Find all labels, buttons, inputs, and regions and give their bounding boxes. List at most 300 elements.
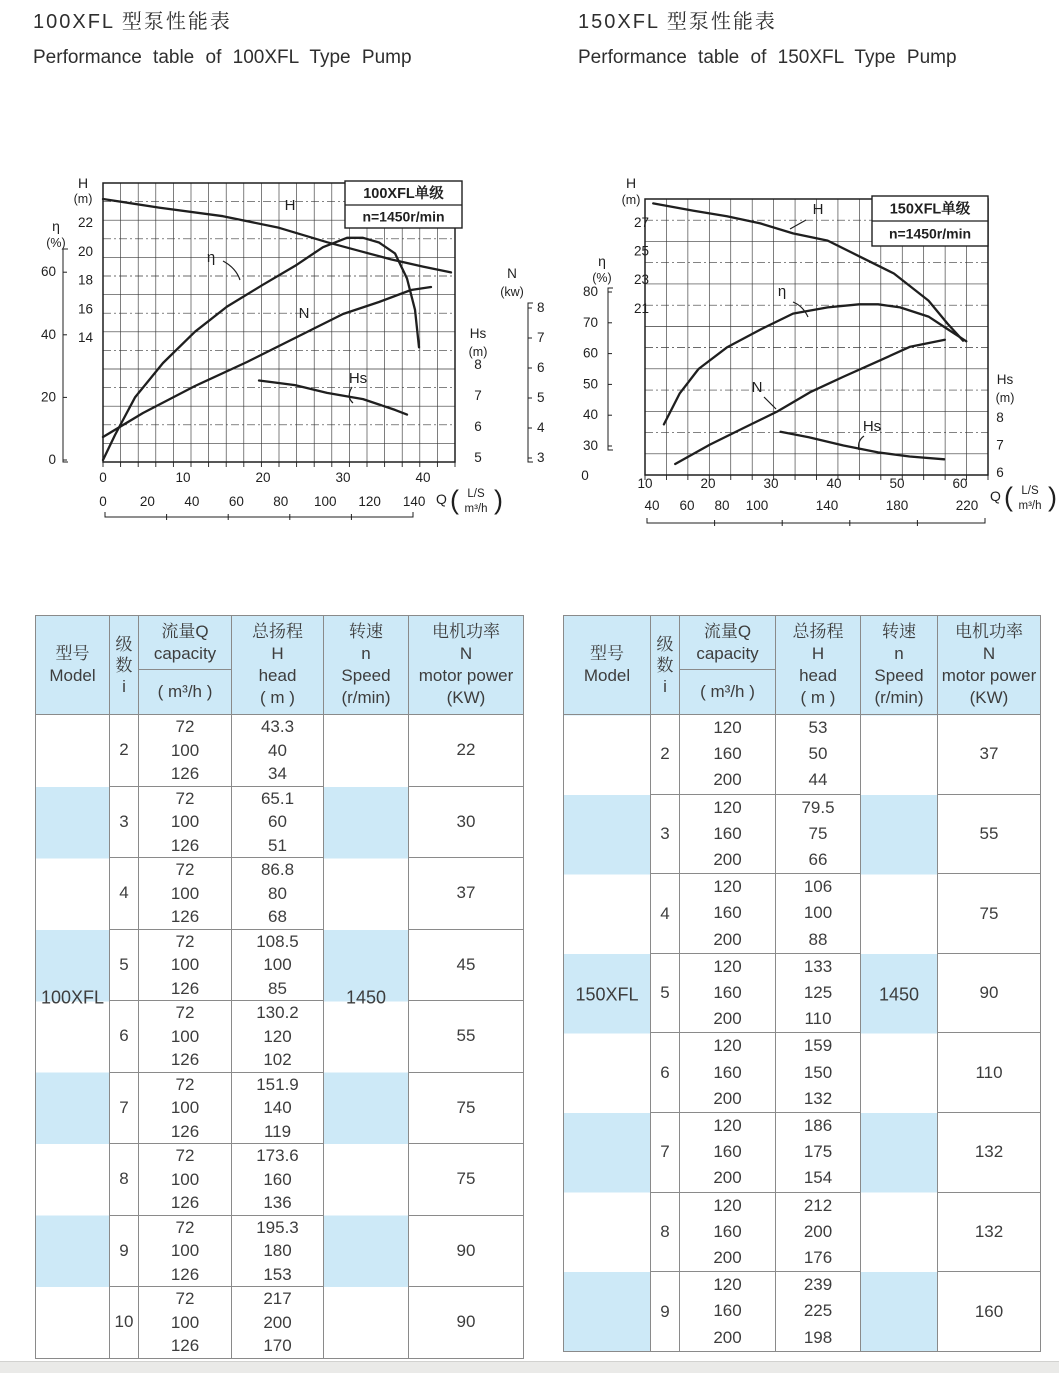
header-capacity-unit: ( m³/h ) <box>157 682 213 701</box>
flow-value: 160 <box>713 1301 742 1321</box>
header-speed-line: (r/min) <box>341 688 391 707</box>
paren-open: ( <box>1004 482 1013 512</box>
capacity-cell <box>139 1144 232 1216</box>
h-axis-name: H <box>77 175 89 191</box>
flow-value: 160 <box>713 1221 742 1241</box>
head-cell <box>232 786 324 858</box>
eta-tick: 0 <box>48 452 56 467</box>
header-capacity-cn: 流量Q <box>703 621 752 641</box>
power-cell: 110 <box>938 1033 1041 1113</box>
stage-row <box>564 715 1041 795</box>
n-axis-bracket <box>528 303 533 462</box>
header-capacity-top <box>139 616 231 670</box>
head-value: 225 <box>803 1301 833 1321</box>
head-value: 119 <box>263 1121 292 1141</box>
q-symbol: Q <box>990 488 1001 504</box>
capacity-cell <box>139 1072 232 1144</box>
flow-value: 126 <box>170 978 200 998</box>
x-tick-ls: 10 <box>637 476 653 491</box>
flow-value: 100 <box>170 1312 200 1332</box>
curve-n_frac <box>675 340 945 464</box>
header-stage-cn: 级 <box>656 634 674 654</box>
x-axis-ticks <box>103 462 455 467</box>
head-cell <box>232 1287 324 1359</box>
flow-value: 126 <box>170 1121 200 1141</box>
capacity-cell <box>680 874 776 954</box>
x-range-bracket <box>647 518 985 526</box>
eta-axis-name: η <box>52 218 60 234</box>
x-tick-ls: 10 <box>175 470 191 485</box>
flow-value: 160 <box>713 1142 742 1162</box>
hs-tick: 5 <box>474 450 482 465</box>
h-tick: 18 <box>77 272 93 288</box>
chart-title-model: 150XFL单级 <box>889 201 971 218</box>
curve-label-h: H <box>812 201 824 218</box>
eta-tick: 40 <box>582 407 598 423</box>
label-pointer <box>764 397 776 409</box>
speed-cell <box>861 715 938 1352</box>
head-value: 100 <box>263 955 292 974</box>
hs-tick: 6 <box>474 419 482 434</box>
power-cell: 75 <box>409 1144 524 1216</box>
head-value: 176 <box>803 1248 833 1268</box>
header-power <box>938 616 1041 715</box>
power-cell: 22 <box>409 715 524 787</box>
header-speed <box>324 616 409 715</box>
n-axis-name: N <box>507 266 517 281</box>
header-model-en: Model <box>49 666 96 685</box>
page-bottom-strip <box>0 1361 1059 1373</box>
power-cell: 37 <box>409 858 524 930</box>
pump-table-150xfl <box>563 615 1041 1352</box>
power-cell: 90 <box>409 1215 524 1287</box>
n-tick: 6 <box>537 360 545 375</box>
x-tick-m3h: 180 <box>885 498 909 513</box>
hs-tick: 7 <box>474 388 482 403</box>
head-cell <box>776 1033 861 1113</box>
header-stage-cn: 数 <box>656 655 674 675</box>
power-cell: 55 <box>938 794 1041 874</box>
head-cell <box>232 1072 324 1144</box>
head-cell <box>776 953 861 1033</box>
x-tick-m3h: 40 <box>184 494 200 509</box>
x-tick-ls: 20 <box>255 470 271 485</box>
head-value: 200 <box>803 1221 833 1241</box>
chart-title-speed: n=1450r/min <box>888 225 972 242</box>
header-stage-cn: 数 <box>115 655 133 675</box>
x-tick-ls: 30 <box>335 470 351 485</box>
capacity-cell <box>139 858 232 930</box>
curve-label-n: N <box>298 305 310 322</box>
h-axis-unit: (m) <box>621 193 641 207</box>
head-value: 200 <box>263 1312 292 1332</box>
flow-value: 126 <box>170 1050 200 1069</box>
header-capacity-cn: 流量Q <box>161 621 209 641</box>
head-value: 125 <box>803 983 833 1003</box>
hs-axis-name: Hs <box>996 372 1014 387</box>
header-head-line: ( m ) <box>260 688 295 707</box>
flow-value: 72 <box>175 1146 195 1165</box>
header-power-line: 电机功率 <box>432 622 500 641</box>
power-cell: 90 <box>409 1287 524 1359</box>
flow-value: 120 <box>713 1195 742 1215</box>
x-tick-m3h: 60 <box>228 494 244 509</box>
head-value: 85 <box>268 978 287 998</box>
flow-value: 120 <box>713 1275 742 1295</box>
header-speed-line: 转速 <box>882 622 916 641</box>
header-head-line: H <box>271 644 284 663</box>
header-model-cn: 型号 <box>590 644 624 663</box>
x-tick-m3h: 0 <box>99 494 107 509</box>
head-value: 86.8 <box>260 860 295 879</box>
n-tick: 4 <box>537 420 545 435</box>
head-value: 159 <box>803 1036 833 1056</box>
hs-tick: 8 <box>474 357 482 372</box>
head-value: 75 <box>808 823 828 843</box>
header-stage-en: i <box>663 676 667 696</box>
flow-value: 120 <box>713 1036 742 1056</box>
capacity-cell <box>680 1192 776 1272</box>
header-power-line: N <box>982 644 996 663</box>
eta-tick: 30 <box>582 438 598 453</box>
stage-cell: 4 <box>651 874 680 954</box>
head-value: 100 <box>803 903 833 923</box>
capacity-cell <box>139 1215 232 1287</box>
capacity-cell <box>680 715 776 795</box>
chart-title-model: 100XFL单级 <box>363 186 444 202</box>
h-tick: 21 <box>633 300 649 316</box>
hs-tick: 6 <box>996 465 1004 480</box>
unit-m3h: m³/h <box>464 503 488 515</box>
flow-value: 100 <box>170 883 200 903</box>
eta-axis-unit: (%) <box>46 236 66 250</box>
power-cell: 90 <box>938 953 1041 1033</box>
power-cell: 132 <box>938 1113 1041 1193</box>
power-cell: 132 <box>938 1192 1041 1272</box>
header-power-line: motor power <box>941 666 1037 685</box>
head-cell <box>776 715 861 795</box>
head-cell <box>232 929 324 1001</box>
header-head-line: 总扬程 <box>252 622 303 641</box>
head-value: 102 <box>263 1050 292 1069</box>
page-title-100xfl-cn: 100XFL 型泵性能表 <box>33 11 232 33</box>
head-value: 106 <box>803 877 833 897</box>
flow-value: 72 <box>175 1003 195 1022</box>
x-tick-ls: 30 <box>763 476 779 491</box>
flow-value: 120 <box>713 956 742 976</box>
chart-title-speed: n=1450r/min <box>362 208 445 225</box>
hs-axis-unit: (m) <box>995 391 1015 405</box>
chart-title-box <box>345 181 462 228</box>
curve-hs <box>781 432 945 460</box>
flow-value: 72 <box>175 931 195 951</box>
stage-cell: 9 <box>651 1272 680 1352</box>
header-model-en: Model <box>583 666 631 685</box>
flow-value: 72 <box>175 860 195 879</box>
head-cell <box>232 1144 324 1216</box>
flow-value: 72 <box>175 1289 195 1308</box>
eta-tick: 60 <box>582 345 598 361</box>
stage-cell: 8 <box>110 1144 139 1216</box>
head-value: 151.9 <box>256 1074 299 1094</box>
capacity-cell <box>680 953 776 1033</box>
power-cell: 30 <box>409 786 524 858</box>
header-head-line: 总扬程 <box>792 622 844 641</box>
x-tick-ls: 40 <box>415 470 431 485</box>
header-head-line: head <box>258 666 297 685</box>
x-tick-m3h: 100 <box>313 494 337 509</box>
head-value: 154 <box>803 1168 833 1188</box>
x-tick-m3h: 80 <box>714 498 730 513</box>
curves <box>103 199 451 460</box>
head-value: 60 <box>268 812 287 831</box>
capacity-cell <box>139 1001 232 1073</box>
flow-value: 200 <box>713 1009 742 1029</box>
head-value: 80 <box>268 883 287 903</box>
eta-tick: 40 <box>40 326 56 342</box>
header-stage-en: i <box>122 676 126 696</box>
head-value: 40 <box>268 740 287 760</box>
header-power-line: motor power <box>418 666 514 685</box>
stage-cell: 6 <box>651 1033 680 1113</box>
header-speed-line: Speed <box>341 666 391 685</box>
capacity-cell <box>139 1287 232 1359</box>
x-tick-m3h: 220 <box>955 498 979 513</box>
x-tick-m3h: 120 <box>358 494 381 509</box>
label-pointer <box>223 261 240 280</box>
head-value: 66 <box>808 850 828 870</box>
h-tick: 27 <box>633 215 649 230</box>
stage-cell: 7 <box>651 1113 680 1193</box>
head-value: 180 <box>263 1241 292 1260</box>
flow-value: 160 <box>713 823 742 843</box>
x-tick-ls: 40 <box>826 476 842 491</box>
flow-value: 126 <box>170 835 200 855</box>
label-pointer <box>790 220 806 229</box>
hs-tick: 7 <box>996 437 1004 453</box>
x-tick-m3h: 60 <box>679 498 695 513</box>
x-tick-m3h: 80 <box>273 494 289 509</box>
head-value: 239 <box>803 1275 833 1295</box>
head-value: 217 <box>263 1289 292 1308</box>
flow-value: 126 <box>170 1193 200 1212</box>
curve-label-hs: Hs <box>348 370 368 387</box>
flow-value: 100 <box>170 1098 200 1117</box>
power-cell: 55 <box>409 1001 524 1073</box>
power-cell: 37 <box>938 715 1041 795</box>
eta-tick: 20 <box>40 389 56 405</box>
x-range-bracket <box>105 512 413 520</box>
head-value: 153 <box>263 1264 292 1284</box>
head-value: 160 <box>263 1169 292 1189</box>
header-stage <box>110 616 139 715</box>
head-cell <box>232 715 324 787</box>
page-title-100xfl-en: Performance table of 100XFL Type Pump <box>33 47 412 68</box>
header-head-line: ( m ) <box>800 688 836 707</box>
x-tick-ls: 60 <box>952 476 968 491</box>
head-cell <box>776 1192 861 1272</box>
head-value: 65.1 <box>260 788 295 808</box>
x-tick-m3h: 100 <box>745 498 769 513</box>
head-cell <box>232 858 324 930</box>
hs-axis-name: Hs <box>469 326 487 341</box>
h-axis-name: H <box>625 175 637 191</box>
flow-value: 126 <box>170 907 200 926</box>
eta-axis-bracket <box>63 249 68 462</box>
header-capacity-box <box>139 616 231 714</box>
header-model-cn: 型号 <box>55 644 90 663</box>
chart-title-box <box>872 196 988 246</box>
header-capacity-box <box>680 616 775 714</box>
head-value: 130.2 <box>256 1003 299 1022</box>
flow-value: 100 <box>170 1169 200 1189</box>
x-tick-m3h: 20 <box>139 494 155 509</box>
stage-cell: 7 <box>110 1072 139 1144</box>
head-value: 150 <box>803 1062 833 1082</box>
unit-m3h: m³/h <box>1018 500 1042 512</box>
n-axis-unit: (kw) <box>500 285 524 299</box>
x-tick-m3h: 140 <box>815 498 839 513</box>
x-axis-unit-label <box>436 485 503 515</box>
flow-value: 160 <box>713 1062 742 1082</box>
capacity-cell <box>680 1033 776 1113</box>
capacity-cell <box>139 715 232 787</box>
head-value: 195.3 <box>256 1217 299 1237</box>
head-value: 50 <box>808 744 828 764</box>
eta-axis-name: η <box>598 253 606 269</box>
header-stage <box>651 616 680 715</box>
stage-cell: 2 <box>110 715 139 787</box>
flow-value: 200 <box>713 1168 742 1188</box>
header-model <box>36 616 110 715</box>
flow-value: 126 <box>170 1336 200 1355</box>
flow-value: 100 <box>170 955 200 974</box>
curve-n <box>103 287 431 437</box>
stage-cell: 3 <box>651 794 680 874</box>
hs-axis-unit: (m) <box>468 345 488 359</box>
head-value: 53 <box>808 718 828 737</box>
unit-ls: L/S <box>467 488 485 500</box>
header-speed-line: Speed <box>874 666 924 685</box>
stage-cell: 4 <box>110 858 139 930</box>
n-tick: 5 <box>537 390 545 405</box>
header-head <box>776 616 861 715</box>
power-cell: 75 <box>409 1072 524 1144</box>
stage-cell: 6 <box>110 1001 139 1073</box>
header-capacity <box>139 616 232 715</box>
head-value: 198 <box>803 1327 833 1347</box>
performance-charts <box>0 0 1059 560</box>
flow-value: 100 <box>170 812 200 831</box>
head-value: 133 <box>803 956 833 976</box>
power-cell: 75 <box>938 874 1041 954</box>
head-cell <box>232 1001 324 1073</box>
stage-cell: 9 <box>110 1215 139 1287</box>
h-tick: 22 <box>77 215 93 230</box>
x-tick-ls: 0 <box>99 470 107 485</box>
head-value: 110 <box>804 1009 832 1029</box>
h-tick: 25 <box>633 243 649 259</box>
stage-cell: 8 <box>651 1192 680 1272</box>
h-tick: 16 <box>77 301 93 317</box>
capacity-cell <box>139 929 232 1001</box>
stage-row <box>36 715 524 787</box>
page-title-150xfl-en: Performance table of 150XFL Type Pump <box>578 47 957 68</box>
head-cell <box>776 874 861 954</box>
flow-value: 72 <box>175 717 195 736</box>
head-value: 120 <box>263 1026 292 1046</box>
eta-tick: 50 <box>582 376 598 392</box>
flow-value: 160 <box>713 903 742 923</box>
head-value: 79.5 <box>801 797 835 817</box>
flow-value: 120 <box>713 797 742 817</box>
power-cell: 45 <box>409 929 524 1001</box>
head-value: 136 <box>263 1193 292 1212</box>
eta-tick: 70 <box>582 314 598 330</box>
model-value: 100XFL <box>40 987 105 1008</box>
head-cell <box>776 1113 861 1193</box>
h-axis-unit: (m) <box>73 192 93 206</box>
power-cell: 160 <box>938 1272 1041 1352</box>
speed-cell <box>324 715 409 1359</box>
head-value: 212 <box>803 1195 833 1215</box>
paren-close: ) <box>494 485 503 515</box>
header-head <box>232 616 324 715</box>
x-axis-unit-label <box>990 482 1057 512</box>
head-value: 68 <box>268 907 287 926</box>
x-tick-m3h: 140 <box>402 494 426 509</box>
n-tick: 3 <box>537 450 545 465</box>
flow-value: 200 <box>713 1248 742 1268</box>
curve-label-n: N <box>751 379 763 396</box>
hs-tick: 8 <box>996 410 1004 425</box>
head-value: 175 <box>803 1142 833 1162</box>
flow-value: 200 <box>713 1327 742 1347</box>
h-tick: 14 <box>77 330 93 346</box>
h-tick: 23 <box>633 272 649 288</box>
header-head-line: H <box>811 644 825 663</box>
head-value: 108.5 <box>256 931 299 951</box>
performance-chart-150xfl <box>581 175 1057 526</box>
header-head-line: head <box>799 666 837 685</box>
flow-value: 120 <box>713 718 742 737</box>
header-power <box>409 616 524 715</box>
eta-axis-bracket <box>608 288 613 450</box>
eta-axis-unit: (%) <box>592 271 612 285</box>
flow-value: 72 <box>175 1074 195 1094</box>
x-tick-ls: 20 <box>700 476 716 491</box>
header-row <box>36 616 524 715</box>
flow-value: 120 <box>713 1116 742 1136</box>
header-model <box>564 616 651 715</box>
header-capacity-en: capacity <box>153 643 217 663</box>
flow-value: 100 <box>170 740 200 760</box>
header-stage-cn: 级 <box>115 634 133 654</box>
header-speed-line: n <box>894 644 904 663</box>
head-value: 186 <box>803 1116 833 1136</box>
capacity-cell <box>680 794 776 874</box>
flow-value: 200 <box>713 1088 742 1108</box>
flow-value: 200 <box>713 929 742 949</box>
header-capacity-top <box>680 616 775 670</box>
head-value: 51 <box>268 835 287 855</box>
flow-value: 160 <box>713 744 742 764</box>
head-value: 44 <box>808 770 828 790</box>
model-value: 150XFL <box>575 984 639 1005</box>
page-title-150xfl-cn: 150XFL 型泵性能表 <box>578 11 777 33</box>
head-value: 132 <box>803 1088 833 1108</box>
flow-value: 72 <box>175 788 195 808</box>
